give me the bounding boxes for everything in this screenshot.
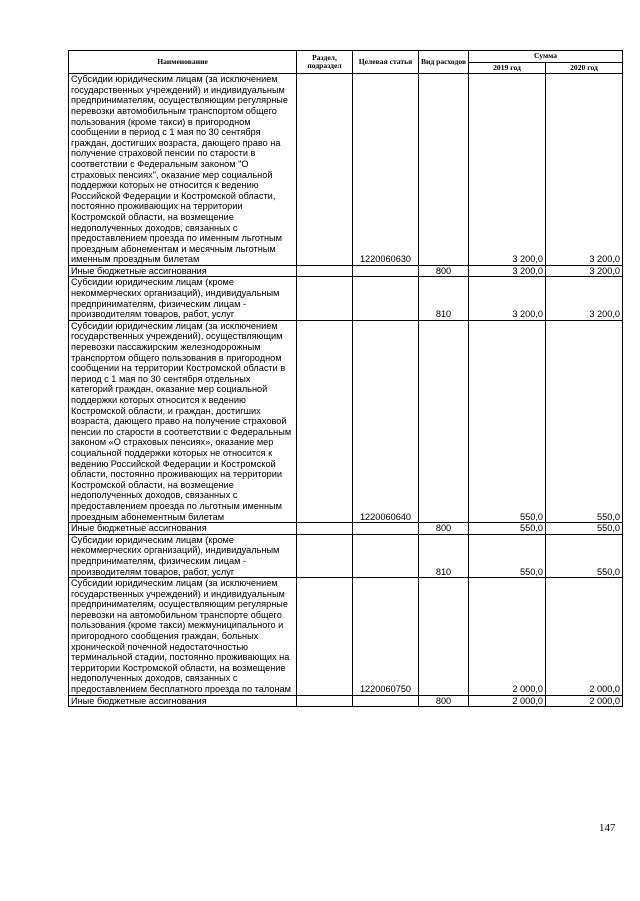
table-row bbox=[69, 523, 623, 535]
row-sum-2019: 3 200,0 bbox=[469, 277, 546, 320]
row-sum-2020: 3 200,0 bbox=[546, 277, 623, 320]
row-sum-2019: 3 200,0 bbox=[469, 74, 546, 266]
row-article bbox=[353, 265, 419, 277]
table-row bbox=[69, 578, 623, 696]
row-name: Субсидии юридическим лицам (кроме некоммерческих организаций), индивидуальным предпринимателям, физическим лицам - производителям товаров, работ, услуг bbox=[69, 534, 297, 577]
row-name: Субсидии юридическим лицам (кроме некоммерческих организаций), индивидуальным предпринимателям, физическим лицам - производителям товаров, работ, услуг bbox=[69, 277, 297, 320]
table-row bbox=[69, 534, 623, 577]
row-article bbox=[353, 277, 419, 320]
row-sum-2020: 2 000,0 bbox=[546, 695, 623, 707]
budget-table bbox=[68, 50, 623, 707]
header-sum: Сумма bbox=[469, 51, 623, 63]
row-expense-type: 800 bbox=[419, 523, 469, 535]
row-section bbox=[297, 277, 353, 320]
row-expense-type bbox=[419, 320, 469, 522]
page-number: 147 bbox=[599, 822, 616, 834]
row-section bbox=[297, 695, 353, 707]
table-row bbox=[69, 265, 623, 277]
row-article: 1220060640 bbox=[353, 320, 419, 522]
row-expense-type: 810 bbox=[419, 534, 469, 577]
row-section bbox=[297, 74, 353, 266]
header-expense-type: Вид расходов bbox=[419, 51, 469, 74]
row-name: Иные бюджетные ассигнования bbox=[69, 265, 297, 277]
header-year-2020: 2020 год bbox=[546, 62, 623, 74]
row-section bbox=[297, 578, 353, 696]
row-article bbox=[353, 534, 419, 577]
row-section bbox=[297, 320, 353, 522]
header-name: Наименование bbox=[69, 51, 297, 74]
table-row bbox=[69, 277, 623, 320]
row-name: Иные бюджетные ассигнования bbox=[69, 695, 297, 707]
row-sum-2020: 550,0 bbox=[546, 523, 623, 535]
row-name: Субсидии юридическим лицам (за исключением государственных учреждений) и индивидуальным предпринимателям, осуществляющим регулярные перевозки автомобильным транспортом общего пользования (кроме такси) в пригородном сообщении в период с 1 мая по 30 сентября граждан, достигших возраста, дающего право на получение страховой пенсии по старости в соответствии с Федеральным законом "О страховых пенсиях", оказание мер социальной поддержки которых не относится к ведению Российской Федерации и Костромской области, постоянно проживающих на территории Костромской области, на возмещение недополученных доходов, связанных с предоставлением проезда по именным льготным проездным абонементам и месячным льготным именным проездным билетам bbox=[69, 74, 297, 266]
row-sum-2020: 550,0 bbox=[546, 534, 623, 577]
row-sum-2019: 3 200,0 bbox=[469, 265, 546, 277]
row-section bbox=[297, 534, 353, 577]
row-name: Субсидии юридическим лицам (за исключением государственных учреждений), осуществляющим перевозки пассажирским железнодорожным транспортом общего пользования в пригородном сообщении на территории Костромской области в период с 1 мая по 30 сентября отдельных категорий граждан, оказание мер социальной поддержки которых относится к ведению Костромской области, и граждан, достигших возраста, дающего право на получение страховой пенсии по старости в соответствии с Федеральным законом «О страховых пенсиях», оказание мер социальной поддержки которых не относится к ведению Российской Федерации и Костромской области, постоянно проживающих на территории Костромской области, на возмещение недополученных доходов, связанных с предоставлением проезда по льготным именным проездным абонементным билетам bbox=[69, 320, 297, 522]
row-expense-type: 800 bbox=[419, 695, 469, 707]
row-expense-type bbox=[419, 578, 469, 696]
row-sum-2019: 550,0 bbox=[469, 523, 546, 535]
row-sum-2020: 3 200,0 bbox=[546, 74, 623, 266]
row-article: 1220060750 bbox=[353, 578, 419, 696]
row-expense-type: 810 bbox=[419, 277, 469, 320]
header-year-2019: 2019 год bbox=[469, 62, 546, 74]
row-sum-2019: 2 000,0 bbox=[469, 578, 546, 696]
row-name: Иные бюджетные ассигнования bbox=[69, 523, 297, 535]
row-expense-type bbox=[419, 74, 469, 266]
row-name: Субсидии юридическим лицам (за исключением государственных учреждений) и индивидуальным предпринимателям, осуществляющим регулярные перевозки на автомобильном транспорте общего пользования (кроме такси) межмуниципального и пригородного сообщения граждан, больных хронической почечной недостаточностью терминальной стадии, постоянно проживающих на территории Костромской области, на возмещение недополученных доходов, связанных с предоставлением бесплатного проезда по талонам bbox=[69, 578, 297, 696]
header-article: Целевая статья bbox=[353, 51, 419, 74]
header-section: Раздел, подраздел bbox=[297, 51, 353, 74]
row-expense-type: 800 bbox=[419, 265, 469, 277]
row-article bbox=[353, 695, 419, 707]
row-article bbox=[353, 523, 419, 535]
table-row bbox=[69, 695, 623, 707]
table-row bbox=[69, 74, 623, 266]
row-sum-2019: 550,0 bbox=[469, 534, 546, 577]
table-header bbox=[69, 51, 623, 74]
table-row bbox=[69, 320, 623, 522]
row-section bbox=[297, 523, 353, 535]
row-sum-2019: 550,0 bbox=[469, 320, 546, 522]
row-section bbox=[297, 265, 353, 277]
row-sum-2020: 2 000,0 bbox=[546, 578, 623, 696]
row-sum-2019: 2 000,0 bbox=[469, 695, 546, 707]
row-sum-2020: 3 200,0 bbox=[546, 265, 623, 277]
row-sum-2020: 550,0 bbox=[546, 320, 623, 522]
table-body bbox=[69, 74, 623, 707]
row-article: 1220060630 bbox=[353, 74, 419, 266]
